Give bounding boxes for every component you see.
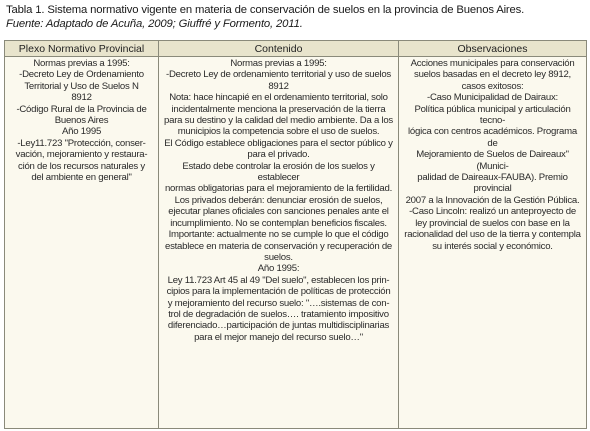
cell-line: para el mejor manejo del recurso suelo…" (194, 331, 363, 343)
cell-line: cipios para la implementación de políticas de protección (166, 286, 391, 298)
cell-line: Normas previas a 1995: (230, 58, 327, 69)
cell-line: Normas previas a 1995: (33, 58, 130, 69)
header-observaciones: Observaciones (399, 41, 587, 57)
cell-line: su interés social y económico. (432, 240, 553, 252)
cell-line: y mejoramiento del recurso suelo: "….sistemas de con- (167, 297, 390, 309)
cell-line: ley provincial de suelos con base en la (415, 217, 570, 229)
cell-line: palidad de Daireaux-FAUBA). Premio provincial (417, 172, 568, 195)
cell-line: incidentalmente menciona la preservación de la tierra (171, 103, 386, 115)
header-contenido: Contenido (159, 41, 399, 57)
cell-line: casos exitosos: (461, 80, 524, 92)
cell-line: El Código establece obligaciones para el sector público y (164, 137, 393, 149)
cell-line: Año 1995: (257, 263, 300, 275)
cell-line: establece en materia de conservación y recuperación de (164, 240, 393, 252)
cell-contenido (159, 57, 399, 429)
cell-line: Los privados deberán: denunciar erosión de suelos, (174, 194, 383, 206)
cell-line: incumplimiento. No se contemplan beneficios fiscales. (170, 217, 387, 229)
cell-line: ejecutar planes oficiales con sanciones penales ante el (168, 206, 389, 218)
cell-line: -Decreto Ley de ordenamiento territorial y uso de suelos (166, 69, 391, 81)
cell-line: -Caso Municipalidad de Dairaux: (427, 92, 558, 104)
cell-line: -Código Rural de la Provincia de (16, 103, 147, 115)
cell-line: Buenos Aires (54, 115, 109, 127)
cell-line: Acciones municipales para conservación (410, 58, 575, 69)
cell-line: -Decreto Ley de Ordenamiento (19, 69, 144, 81)
cell-line: trol de degradación de suelos…. tratamiento impositivo (168, 308, 389, 320)
cell-line: Importante: actualmente no se cumple lo que el código (168, 229, 389, 241)
cell-line: Estado debe controlar la erosión de los suelos y establecer (182, 160, 375, 184)
cell-line: del ambiente en general" (31, 172, 132, 184)
cell-line: Nota: hace hincapié en el ordenamiento territorial, solo (169, 92, 388, 104)
caption-title: Tabla 1. Sistema normativo vigente en materia de conservación de suelos en la provincia de Buenos Aires. (6, 4, 525, 16)
cell-line: Mejoramiento de Suelos de Daireaux" (Munici- (416, 149, 569, 172)
cell-line: vación, mejoramiento y restaura- (15, 149, 148, 161)
cell-line: suelos basadas en el decreto ley 8912, (414, 69, 571, 81)
cell-line: 8912 (268, 80, 289, 92)
cell-line: lógica con centros académicos. Programa de (408, 126, 577, 149)
cell-observaciones (399, 57, 587, 429)
table-header-row (5, 41, 587, 57)
table-row (5, 57, 587, 429)
cell-line: municipios la competencia sobre el uso de suelos. (177, 126, 380, 138)
cell-line: Política pública municipal y articulación tecno- (414, 103, 571, 127)
cell-line: Ley 11.723 Art 45 al 49 "Del suelo", establecen los prin- (167, 274, 390, 286)
header-plexo: Plexo Normativo Provincial (5, 41, 159, 57)
cell-line: 8912 (71, 92, 92, 104)
soil-norms-table (4, 40, 587, 429)
table-caption (6, 3, 586, 31)
cell-line: para su destino y la calidad del medio ambiente. Da a los (164, 115, 393, 127)
cell-line: Territorial y Uso de Suelos N (24, 80, 139, 92)
cell-line: normas obligatorias para el mejoramiento de la fertilidad. (164, 183, 393, 195)
cell-line: suelos. (264, 251, 293, 263)
cell-line: para el privado. (247, 149, 310, 161)
cell-line: -Ley11.723 "Protección, conser- (17, 137, 146, 149)
cell-line: ción de los recursos naturales y (18, 160, 145, 172)
cell-line: -Caso Lincoln: realizó un anteproyecto de (409, 206, 576, 218)
cell-line: Año 1995 (61, 126, 102, 138)
cell-plexo (5, 57, 159, 429)
cell-line: racionalidad del uso de la tierra y contempla (404, 229, 581, 241)
caption-source: Fuente: Adaptado de Acuña, 2009; Giuffré y Formento, 2011. (6, 18, 303, 30)
cell-line: 2007 a la Innovación de la Gestión Pública. (405, 194, 580, 206)
cell-line: diferenciado…participación de juntas multidisciplinarias (167, 320, 390, 332)
